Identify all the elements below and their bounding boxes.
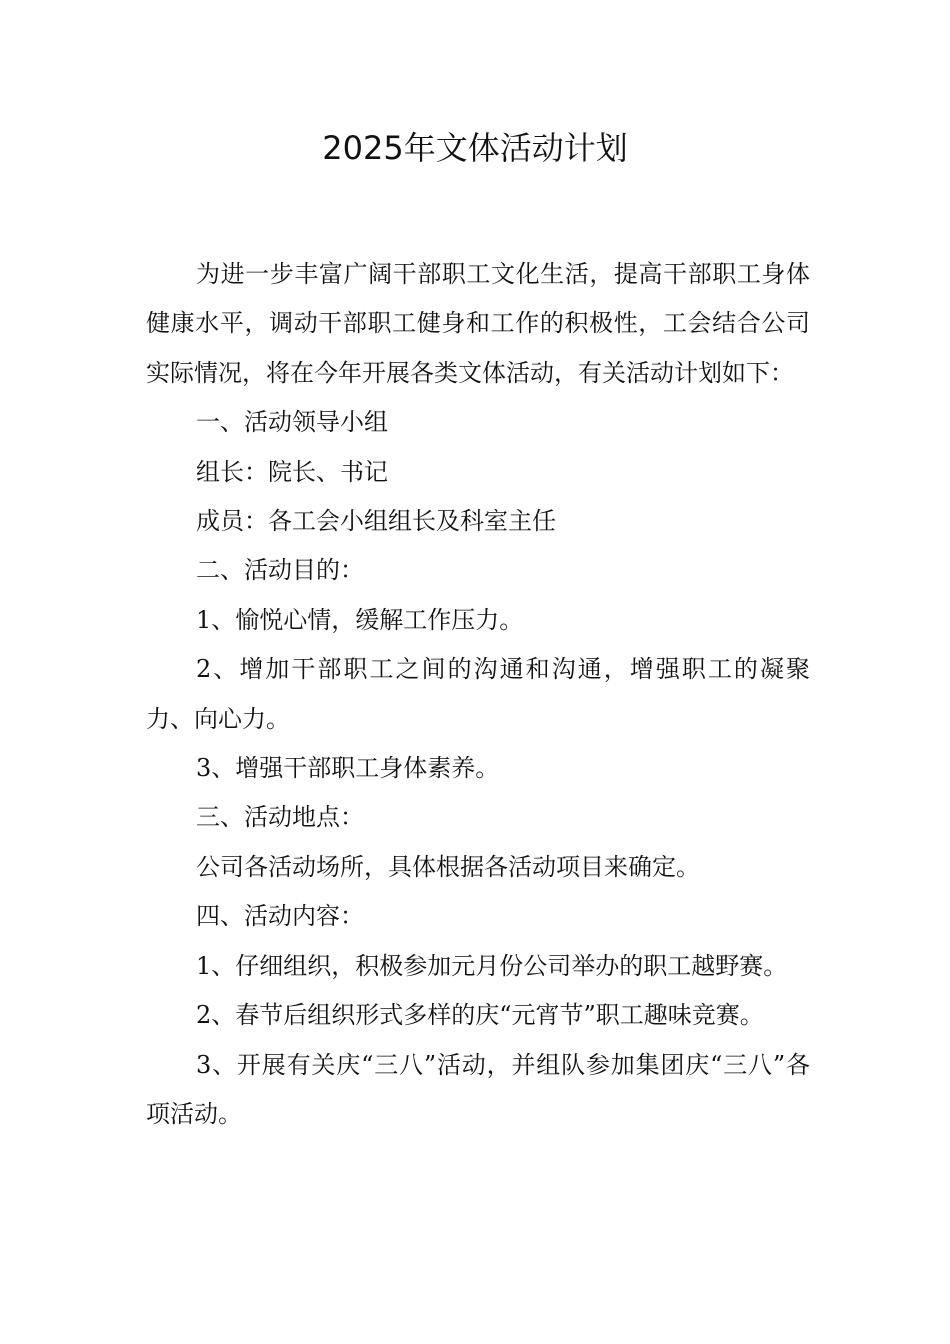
section-heading-location: 三、活动地点： xyxy=(196,803,364,832)
intro-paragraph: 为进一步丰富广阔干部职工文化生活，提高干部职工身体健康水平，调动干部职工健身和工作的积极性，工会结合公司实际情况，将在今年开展各类文体活动，有关活动计划如下： xyxy=(146,260,810,387)
document-title: 2025年文体活动计划 xyxy=(322,129,628,167)
members-line: 成员：各工会小组组长及科室主任 xyxy=(196,507,556,536)
leader-line: 组长：院长、书记 xyxy=(196,457,388,486)
purpose-item-3: 3、增强干部职工身体素养。 xyxy=(196,754,500,783)
content-item-3: 3、开展有关庆“三八”活动，并组队参加集团庆“三八”各项活动。 xyxy=(146,1050,810,1128)
content-item-2: 2、春节后组织形式多样的庆“元宵节”职工趣味竞赛。 xyxy=(196,1001,764,1030)
section-heading-purpose: 二、活动目的： xyxy=(196,556,364,585)
section-heading-leadership: 一、活动领导小组 xyxy=(196,408,388,437)
purpose-item-1: 1、愉悦心情，缓解工作压力。 xyxy=(196,605,524,634)
content-item-1: 1、仔细组织，积极参加元月份公司举办的职工越野赛。 xyxy=(196,951,788,980)
section-heading-content: 四、活动内容： xyxy=(196,902,364,931)
document-body xyxy=(146,250,810,1139)
purpose-item-2: 2、增加干部职工之间的沟通和沟通，增强职工的凝聚力、向心力。 xyxy=(146,655,810,733)
location-line: 公司各活动场所，具体根据各活动项目来确定。 xyxy=(196,852,700,881)
